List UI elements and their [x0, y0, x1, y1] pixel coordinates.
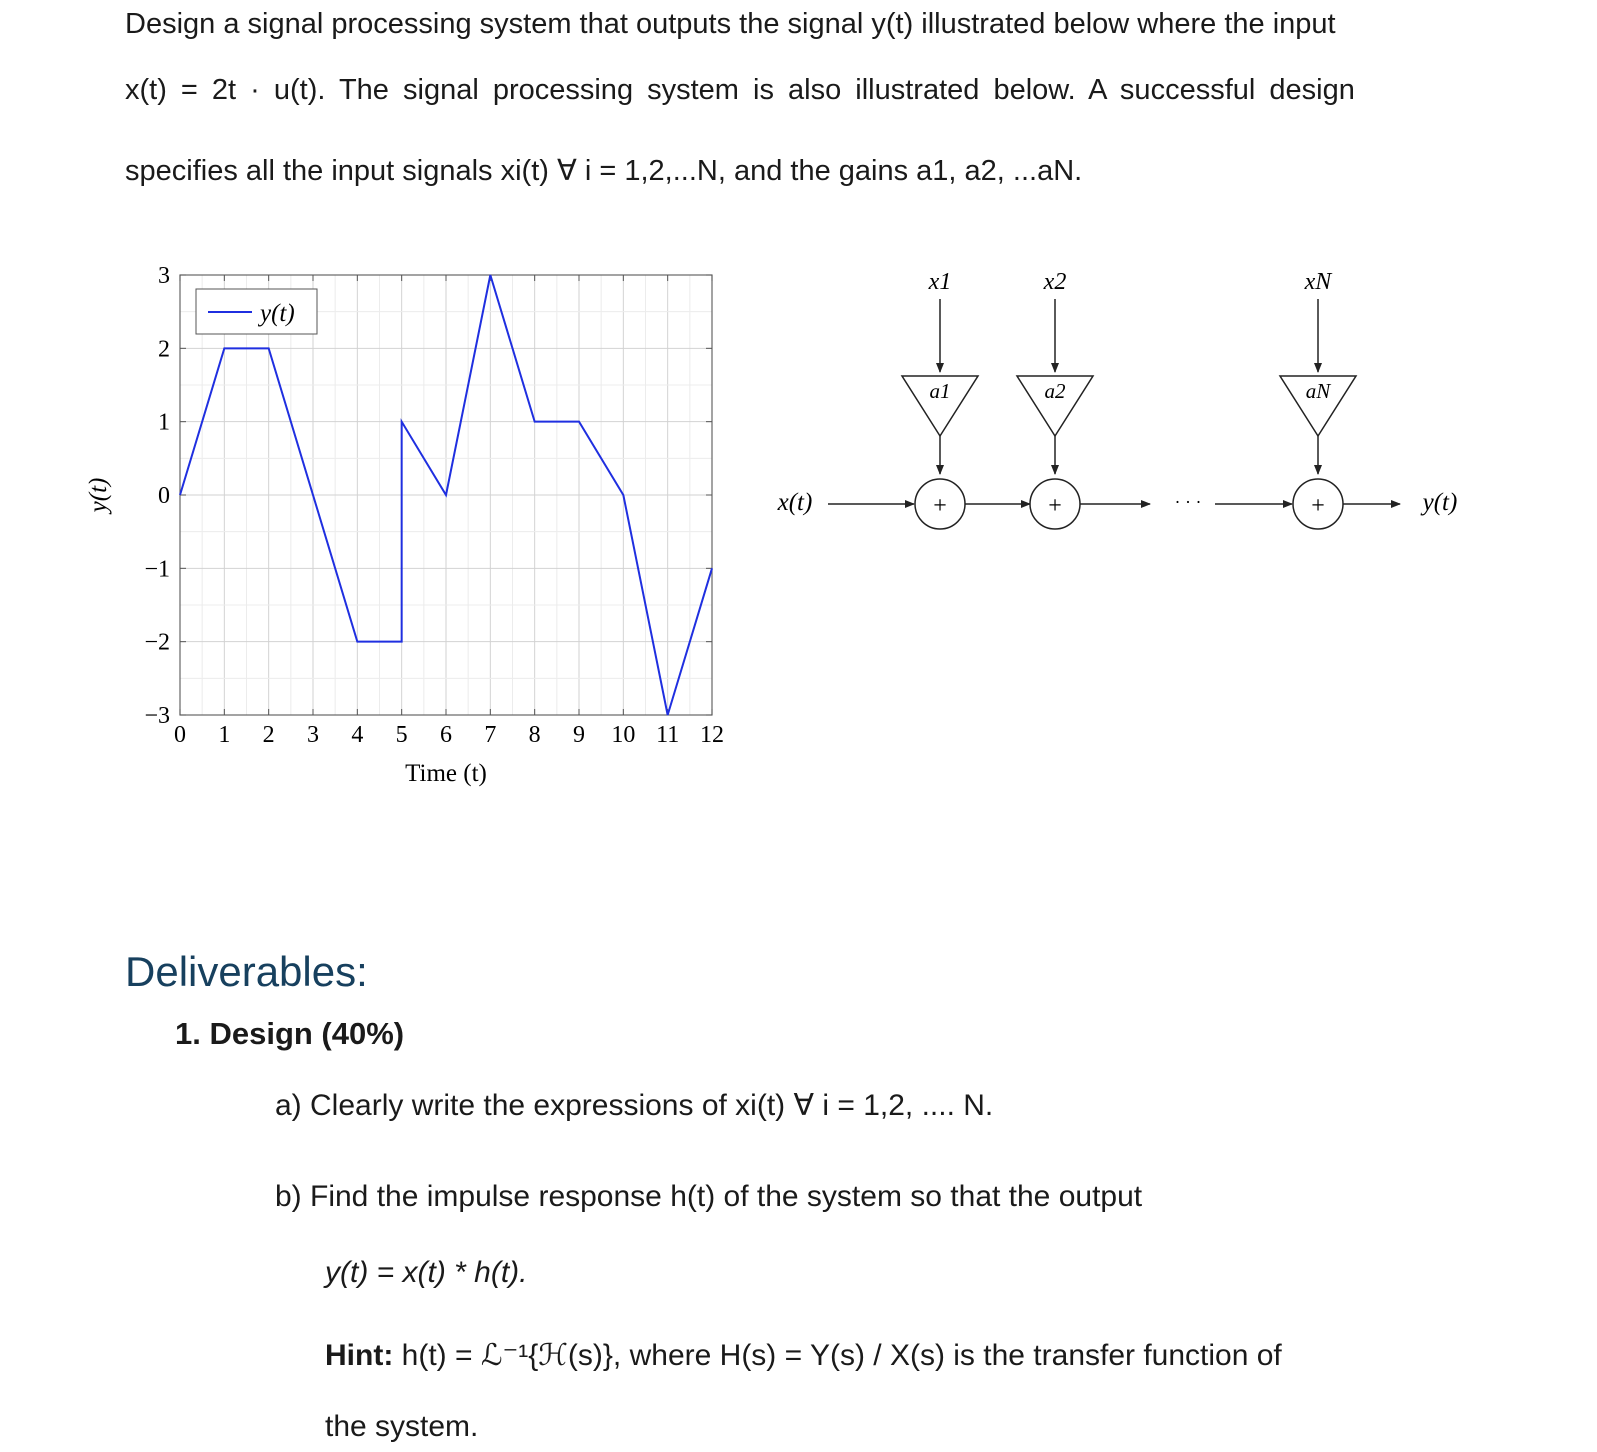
input-label: x(t) — [777, 489, 813, 516]
x-tick-label-2: 2 — [262, 722, 275, 748]
branch-1 — [902, 269, 978, 529]
branch-n — [1280, 269, 1356, 529]
x-tick-label-6: 6 — [440, 722, 452, 748]
hint-tail: the system. — [325, 1410, 479, 1443]
x-tick-label-1: 1 — [218, 722, 231, 748]
intro-line-1: Design a signal processing system that outputs the signal y(t) illustrated below where the input — [125, 8, 1336, 40]
x-tick-label-4: 4 — [351, 722, 364, 748]
y-tick-label-1: −2 — [144, 629, 170, 656]
sum-1-symbol: + — [933, 493, 947, 519]
intro-line-2: x(t) = 2t · u(t). The signal processing system is also illustrated below. A successful design — [125, 74, 1355, 106]
hint-label: Hint: — [325, 1339, 394, 1372]
branch-2-signal: x2 — [1043, 269, 1067, 295]
y-tick-label-3: 0 — [158, 483, 170, 509]
x-tick-label-5: 5 — [395, 722, 408, 748]
x-tick-label-3: 3 — [307, 722, 319, 748]
sum-2-symbol: + — [1048, 493, 1062, 519]
y-tick-label-2: −1 — [144, 556, 170, 583]
item-1b: b) Find the impulse response h(t) of the system so that the output — [275, 1180, 1143, 1213]
gain-1-label: a1 — [929, 379, 951, 403]
y-tick-label-5: 2 — [158, 336, 170, 363]
sum-n-symbol: + — [1311, 493, 1325, 519]
x-axis-title: Time (t) — [405, 760, 487, 787]
chart-ticks — [144, 263, 724, 748]
x-tick-label-9: 9 — [573, 722, 585, 748]
branch-n-signal: xN — [1304, 269, 1332, 295]
gain-2-label: a2 — [1044, 379, 1066, 403]
hint-text: h(t) = ℒ⁻¹{ℋ(s)}, where H(s) = Y(s) / X(s) is the transfer function of — [393, 1339, 1282, 1372]
x-tick-label-0: 0 — [174, 722, 186, 748]
ellipsis: · · · — [1174, 492, 1202, 512]
y-t-chart — [80, 255, 760, 815]
x-tick-label-11: 11 — [656, 722, 680, 748]
deliverables-heading: Deliverables: — [125, 948, 368, 995]
output-label: y(t) — [1422, 489, 1458, 516]
x-tick-label-12: 12 — [700, 722, 724, 748]
y-axis-title: y(t) — [85, 477, 112, 513]
x-tick-label-8: 8 — [528, 722, 541, 748]
hint — [325, 1338, 1282, 1373]
branch-1-signal: x1 — [928, 269, 952, 295]
y-tick-label-6: 3 — [158, 263, 170, 289]
x-tick-label-10: 10 — [611, 722, 636, 748]
x-tick-label-7: 7 — [484, 722, 497, 748]
item-1-design: 1. Design (40%) — [175, 1016, 405, 1051]
block-diagram — [760, 255, 1480, 555]
intro-line-3: specifies all the input signals xi(t) ∀ i = 1,2,...N, and the gains a1, a2, ...aN. — [125, 155, 1083, 187]
y-tick-label-0: −3 — [144, 703, 170, 729]
y-tick-label-4: 1 — [158, 409, 170, 436]
item-1a: a) Clearly write the expressions of xi(t) ∀ i = 1,2, .... N. — [275, 1089, 994, 1122]
legend-label: y(t) — [260, 300, 295, 327]
gain-n-label: aN — [1305, 379, 1331, 403]
branch-2 — [1017, 269, 1093, 529]
item-1b-equation: y(t) = x(t) * h(t). — [325, 1256, 528, 1289]
